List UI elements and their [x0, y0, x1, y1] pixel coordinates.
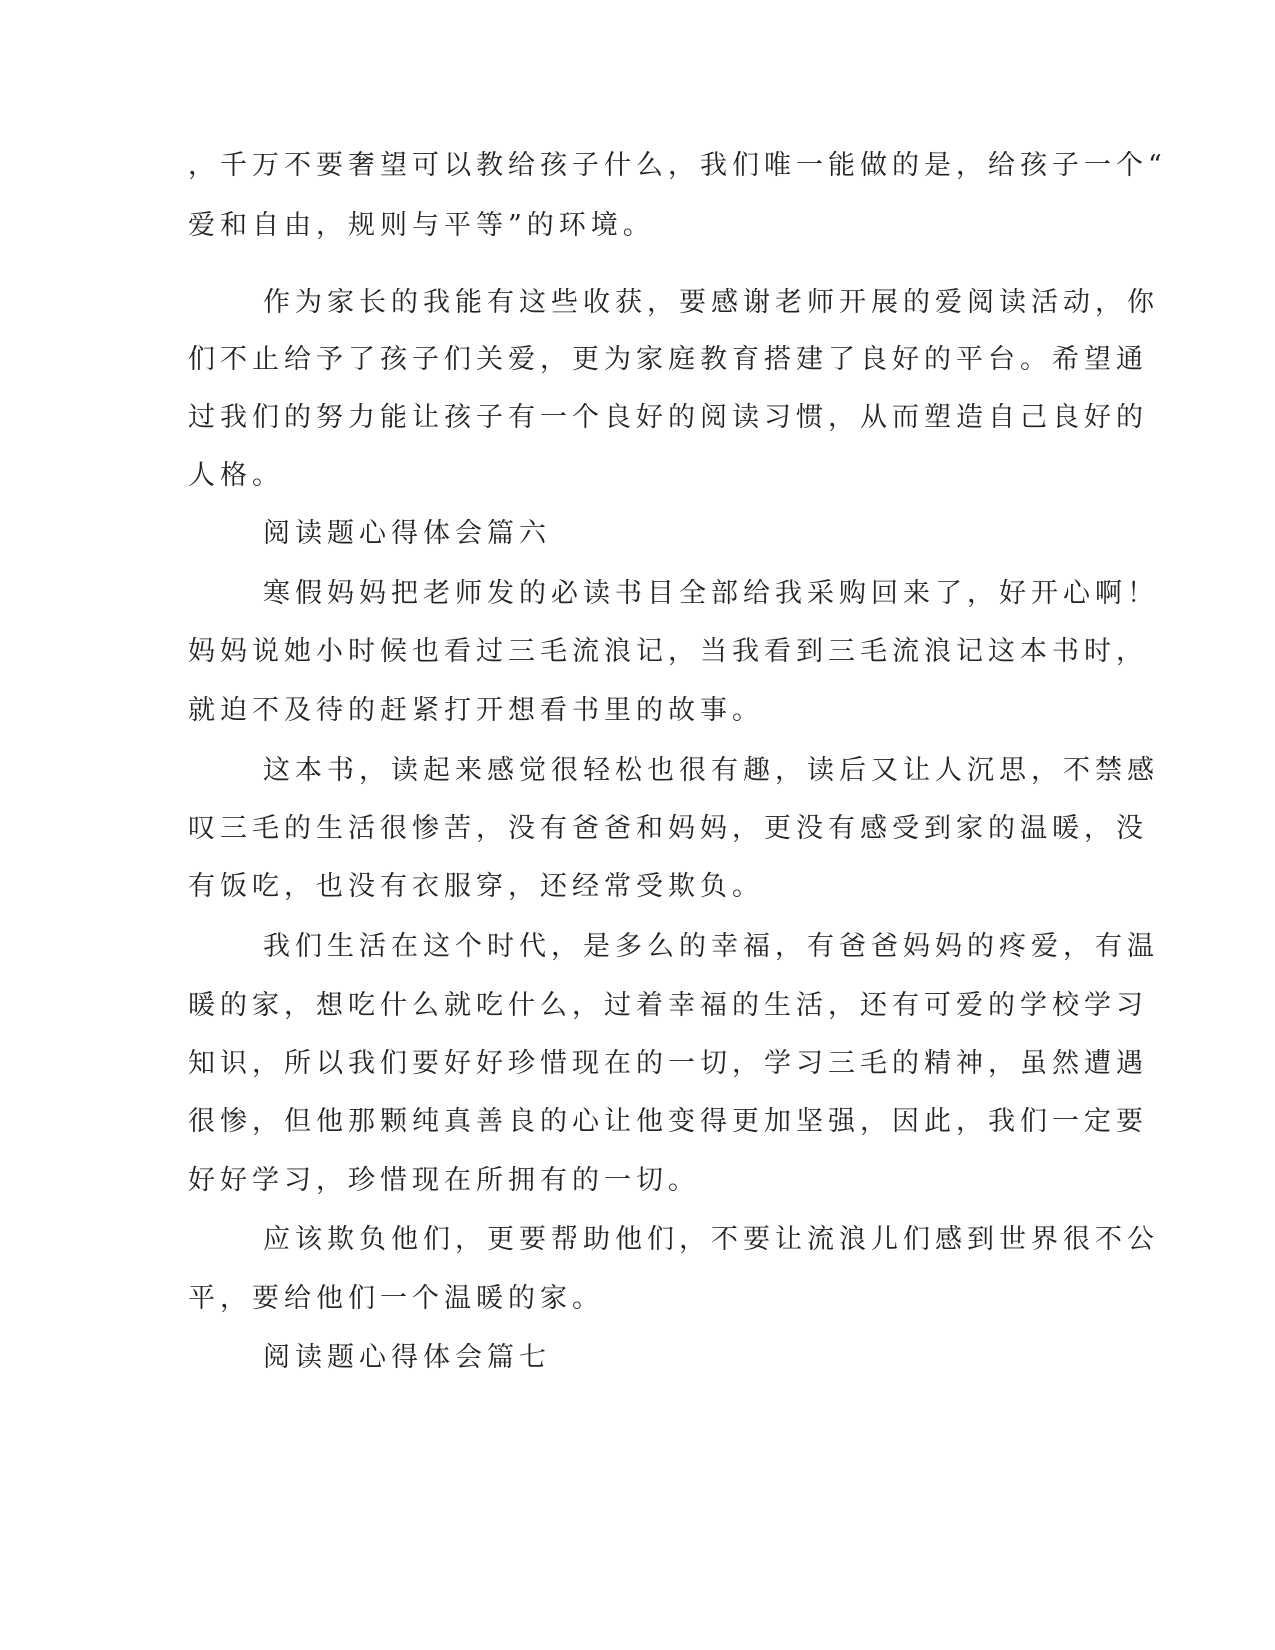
- text-line: 很惨，但他那颗纯真善良的心让他变得更加坚强，因此，我们一定要: [188, 1106, 1148, 1137]
- text-line: ，千万不要奢望可以教给孩子什么，我们唯一能做的是，给孩子一个“: [188, 150, 1167, 181]
- text-line: 们不止给予了孩子们关爱，更为家庭教育搭建了良好的平台。希望通: [188, 344, 1148, 375]
- paragraph-first-line: 我们生活在这个时代，是多么的幸福，有爸爸妈妈的疼爱，有温: [263, 931, 1159, 962]
- text-line: 爱和自由，规则与平等”的环境。: [188, 210, 655, 241]
- text-line: 就迫不及待的赶紧打开想看书里的故事。: [188, 695, 764, 726]
- text-line: 平，要给他们一个温暖的家。: [188, 1283, 604, 1314]
- section-heading: 阅读题心得体会篇六: [263, 518, 551, 549]
- section-heading: 阅读题心得体会篇七: [263, 1342, 551, 1373]
- paragraph-first-line: 这本书，读起来感觉很轻松也很有趣，读后又让人沉思，不禁感: [263, 755, 1159, 786]
- text-line: 暖的家，想吃什么就吃什么，过着幸福的生活，还有可爱的学校学习: [188, 990, 1148, 1021]
- text-line: 人格。: [188, 460, 284, 491]
- paragraph-first-line: 应该欺负他们，更要帮助他们，不要让流浪儿们感到世界很不公: [263, 1224, 1159, 1255]
- paragraph-first-line: 寒假妈妈把老师发的必读书目全部给我采购回来了，好开心啊！: [263, 578, 1159, 609]
- text-line: 叹三毛的生活很惨苦，没有爸爸和妈妈，更没有感受到家的温暖，没: [188, 813, 1148, 844]
- text-line: 好好学习，珍惜现在所拥有的一切。: [188, 1165, 700, 1196]
- paragraph-first-line: 作为家长的我能有这些收获，要感谢老师开展的爱阅读活动，你: [263, 287, 1159, 318]
- text-line: 知识，所以我们要好好珍惜现在的一切，学习三毛的精神，虽然遭遇: [188, 1048, 1148, 1079]
- text-line: 有饭吃，也没有衣服穿，还经常受欺负。: [188, 871, 764, 902]
- text-line: 过我们的努力能让孩子有一个良好的阅读习惯，从而塑造自己良好的: [188, 402, 1148, 433]
- text-line: 妈妈说她小时候也看过三毛流浪记，当我看到三毛流浪记这本书时，: [188, 636, 1148, 667]
